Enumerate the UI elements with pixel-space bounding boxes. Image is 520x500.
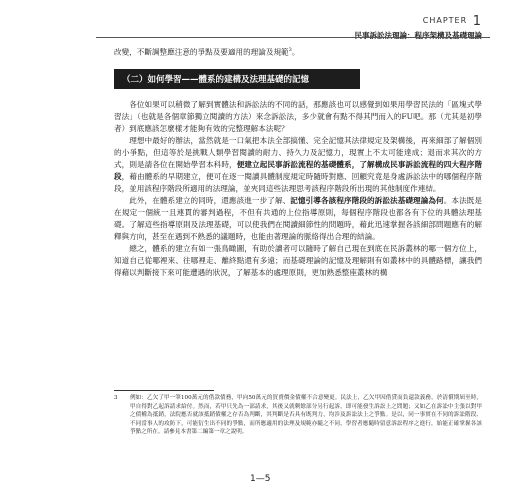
footnote: [114, 394, 482, 437]
paragraph-2-emphasis: 便建立起民事訴訟流程的基礎體系，了解構成民事訴訟流程的四大程序階段: [114, 159, 483, 181]
header-rule: [96, 37, 490, 38]
paragraph-3-text-a: 此外，在體系建立的同時，還應該進一步了解、: [129, 195, 291, 205]
chapter-title: 民事訴訟法理論：程序架構及基礎理論: [354, 31, 482, 40]
section-heading: （二）如何學習——體系的建構及法理基礎的記憶: [114, 69, 360, 89]
main-content: [114, 44, 482, 279]
footnote-rule: [114, 390, 214, 391]
footnote-number: 3: [114, 395, 118, 401]
footnote-reference[interactable]: 3: [288, 47, 292, 53]
paragraph-3-text-c: 。本法既是在規定一個統一且連貫的審判過程，不但有共通的上位指導原則，每個程序階段也都各有下位的具體法理基礎。了解這些指導原則及法理基礎，可以使我們在閱讀細節性的問題時，藉此迅速掌握各該細部問題應有的解釋與方向，甚至在遇到不熟悉的議題時，也能由著理論的脈絡得出合理的結論。: [114, 195, 483, 241]
paragraph-3-emphasis: 記憶引導各該程序階段的訴訟法基礎理論為何: [290, 195, 444, 205]
paragraph-2: [114, 135, 482, 195]
footnote-text: 例如：乙欠了甲一筆100萬元的借款債務，甲向50萬元的買賣價金債權不合意變更。民法上，乙欠甲因借貸而負還款義務，於清償期屆至時，甲自得對乙起訴請求給付。然而，若甲只先為一部請求，其後又就剩餘部分另行起訴，即可能發生訴訟上之問題；又如乙在訴訟中主張以對甲之債權為抵銷，法院應否就該抵銷債權之存否為判斷，其判斷是否具有既判力，均涉及訴訟法上之爭點。是以，同一事實在不同的訴訟階段、不同當事人的攻防下，可能衍生出不同的爭點，而所應適用的法理及規範亦隨之不同，學習者應隨時留意訴訟程序之進行，始能正確掌握各該爭點之所在。請參見本書第二編第一章之說明。: [130, 395, 482, 436]
intro-text: 改變，不斷調整應注意的爭點及要適用的理論及規範: [114, 47, 289, 57]
chapter-label: [355, 14, 483, 29]
intro-paragraph: [114, 44, 482, 59]
chapter-number: 1: [472, 14, 482, 29]
chapter-word: CHAPTER: [422, 16, 468, 25]
intro-end: 。: [291, 47, 300, 57]
paragraph-2-text-c: ，藉由體系的早期建立，便可在逐一閱讀具體制度規定時隨時對應、回顧究竟是身處訴訟法中的哪個程序階段，並用該程序階段所適用的法理論，並夾同這些法理思考該程序階段所出現的其他制度作連結。: [114, 171, 482, 193]
paragraph-4: 總之，體系的建立有如一張鳥瞰圖，有助於讀者可以隨時了解自己現在到底在民訴叢林的哪一個方位上，知道自己從哪裡來、往哪裡走、離終點還有多遠；而基礎理論的記憶及理解則有如叢林中的具體路標，讓我們得藉以判斷接下來可能遭遇的狀況，了解基本的處理原則，更加熟悉整座叢林的構: [114, 243, 482, 277]
paragraph-1: 各位如果可以稍微了解到實體法和訴訟法的不同的話，那應該也可以感覺到如果用學習民法的「區塊式學習法」（也就是各個章節獨立閱讀的方法）來念訴訟法，多少就會有點不得其門而入的FU吧。那（尤其是初學者）到底應該怎麼樣才能夠有效的完整理解本法呢？: [114, 99, 482, 133]
paragraph-2-text-a: 理想中最好的辦法，當然就是一口氣把本法全部搞懂、完全記憶其法律規定及架構後，再來細部了解個別的小爭點，但這等於是挑戰人類學習閱讀的耐力、持久力及記憶力，現實上不太可能達成；退而求其次的方式，則是請各位在開始學習本科時，: [114, 135, 482, 169]
page-number: 1—5: [250, 474, 271, 484]
paragraph-3: [114, 195, 482, 243]
